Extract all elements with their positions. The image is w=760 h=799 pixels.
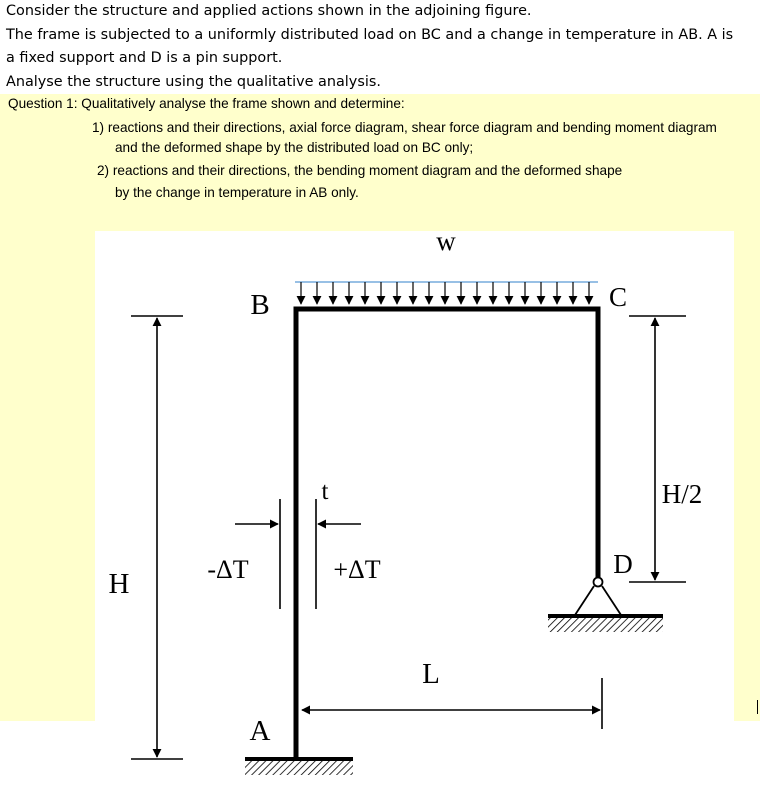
label-a: A <box>249 715 271 747</box>
label-b: B <box>250 289 270 321</box>
intro-line-4: Analyse the structure using the qualitative analysis. <box>6 73 381 90</box>
question-box <box>0 94 760 747</box>
label-h-half: H/2 <box>661 479 703 509</box>
pin-support-d <box>548 578 663 633</box>
dimension-h <box>131 316 183 759</box>
label-t: t <box>321 478 329 505</box>
dimension-l <box>302 678 602 729</box>
frame-diagram <box>95 231 734 799</box>
frame-members <box>296 309 598 758</box>
label-h: H <box>108 568 130 600</box>
intro-text <box>6 0 758 94</box>
label-minus-delta-t: -ΔT <box>207 555 249 584</box>
intro-line-2: The frame is subjected to a uniformly distributed load on BC and a change in temperature in AB. A is <box>6 26 734 43</box>
question-item-2-line-1: 2) reactions and their directions, the bending moment diagram and the deformed shape <box>97 163 623 178</box>
text-cursor <box>757 700 758 714</box>
question-item-1-line-2: and the deformed shape by the distributed load on BC only; <box>115 140 474 155</box>
question-item-1-line-1: 1) reactions and their directions, axial force diagram, shear force diagram and bending moment diagram <box>92 120 717 135</box>
label-w: w <box>436 231 456 256</box>
label-d: D <box>613 549 633 579</box>
question-item-2-line-2: by the change in temperature in AB only. <box>115 185 359 200</box>
frame-figure <box>95 231 734 799</box>
intro-line-3: a fixed support and D is a pin support. <box>6 50 283 67</box>
label-l: L <box>422 658 440 690</box>
question-title: Question 1: Qualitatively analyse the frame shown and determine: <box>8 96 405 111</box>
dimension-h-half <box>629 316 686 582</box>
label-c: C <box>608 282 628 312</box>
intro-line-1: Consider the structure and applied actions shown in the adjoining figure. <box>6 3 532 19</box>
label-plus-delta-t: +ΔT <box>333 555 381 584</box>
fixed-support-a <box>245 759 353 775</box>
distributed-load-arrows <box>295 282 598 304</box>
